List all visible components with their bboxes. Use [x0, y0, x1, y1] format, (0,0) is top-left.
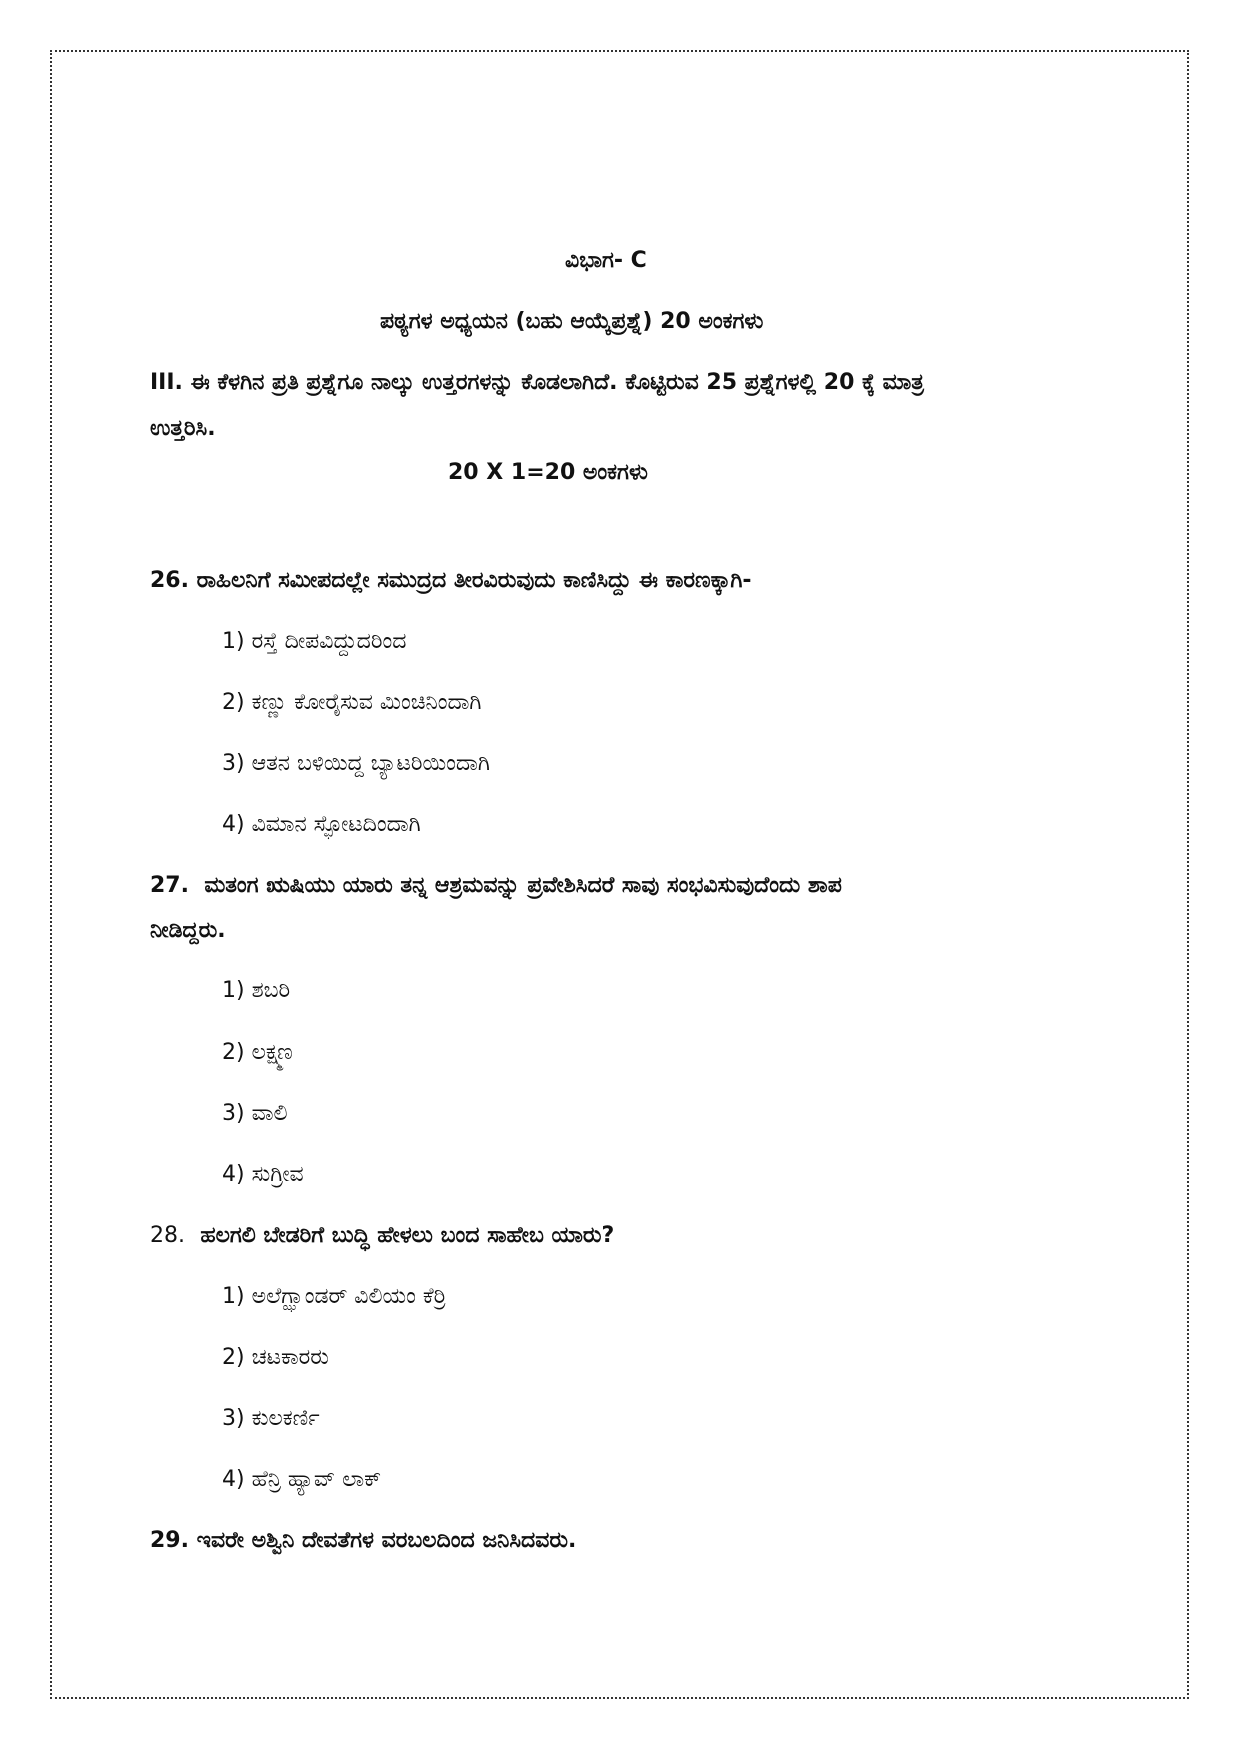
question-27-option-1: 1) ಶಬರಿ — [222, 978, 291, 1003]
question-26-option-1: 1) ರಸ್ತೆ ದೀಪವಿದ್ದುದರಿಂದ — [222, 629, 407, 654]
question-29: 29. ಇವರೇ ಅಶ್ವಿನಿ ದೇವತೆಗಳ ವರಬಲದಿಂದ ಜನಿಸಿದವರು. — [150, 1528, 577, 1553]
question-28-option-2: 2) ಚಟಕಾರರು — [222, 1345, 329, 1370]
question-27-line-2: ನೀಡಿದ್ದರು. — [150, 918, 226, 943]
question-28-option-1: 1) ಅಲೆಗ್ಝಾಂಡರ್ ವಿಲಿಯಂ ಕೆರ್ರಿ — [222, 1284, 447, 1309]
section-title: ವಿಭಾಗ- C — [565, 248, 647, 273]
question-26-option-4: 4) ವಿಮಾನ ಸ್ಫೋಟದಿಂದಾಗಿ — [222, 812, 421, 837]
question-28: 28. ಹಲಗಲಿ ಬೇಡರಿಗೆ ಬುದ್ಧಿ ಹೇಳಲು ಬಂದ ಸಾಹೇಬ ಯಾರು? — [150, 1223, 615, 1248]
question-27-option-2: 2) ಲಕ್ಷ್ಮಣ — [222, 1040, 293, 1065]
section-subtitle: ಪಠ್ಯಗಳ ಅಧ್ಯಯನ (ಬಹು ಆಯ್ಕೆಪ್ರಶ್ನೆ) 20 ಅಂಕಗಳು — [380, 309, 764, 334]
question-28-option-3: 3) ಕುಲಕರ್ಣಿ — [222, 1406, 320, 1431]
question-27-option-3: 3) ವಾಲಿ — [222, 1101, 288, 1126]
question-27-option-4: 4) ಸುಗ್ರೀವ — [222, 1162, 304, 1187]
instruction-line-2: ಉತ್ತರಿಸಿ. — [150, 416, 216, 441]
instruction-line-1: III. ಈ ಕೆಳಗಿನ ಪ್ರತಿ ಪ್ರಶ್ನೆಗೂ ನಾಲ್ಕು ಉತ್ತರಗಳನ್ನು ಕೊಡಲಾಗಿದೆ. ಕೊಟ್ಟಿರುವ 25 ಪ್ರಶ್ನೆಗಳಲ್ಲಿ 20 ಕ್ಕೆ ಮಾತ್ರ — [150, 370, 924, 395]
instruction-marks: 20 X 1=20 ಅಂಕಗಳು — [448, 460, 648, 485]
question-26: 26. ರಾಹಿಲನಿಗೆ ಸಮೀಪದಲ್ಲೇ ಸಮುದ್ರದ ತೀರವಿರುವುದು ಕಾಣಿಸಿದ್ದು ಈ ಕಾರಣಕ್ಕಾಗಿ- — [150, 568, 752, 593]
question-26-option-3: 3) ಆತನ ಬಳಿಯಿದ್ದ ಬ್ಯಾಟರಿಯಿಂದಾಗಿ — [222, 751, 490, 776]
question-27: 27. ಮತಂಗ ಋಷಿಯು ಯಾರು ತನ್ನ ಆಶ್ರಮವನ್ನು ಪ್ರವೇಶಿಸಿದರೆ ಸಾವು ಸಂಭವಿಸುವುದೆಂದು ಶಾಪ — [150, 873, 842, 898]
question-28-option-4: 4) ಹೆನ್ರಿ ಹ್ಯಾವ್ ಲಾಕ್ — [222, 1467, 382, 1492]
question-26-option-2: 2) ಕಣ್ಣು ಕೋರೈಸುವ ಮಿಂಚಿನಿಂದಾಗಿ — [222, 690, 482, 715]
instruction-prefix: III. — [150, 370, 183, 395]
